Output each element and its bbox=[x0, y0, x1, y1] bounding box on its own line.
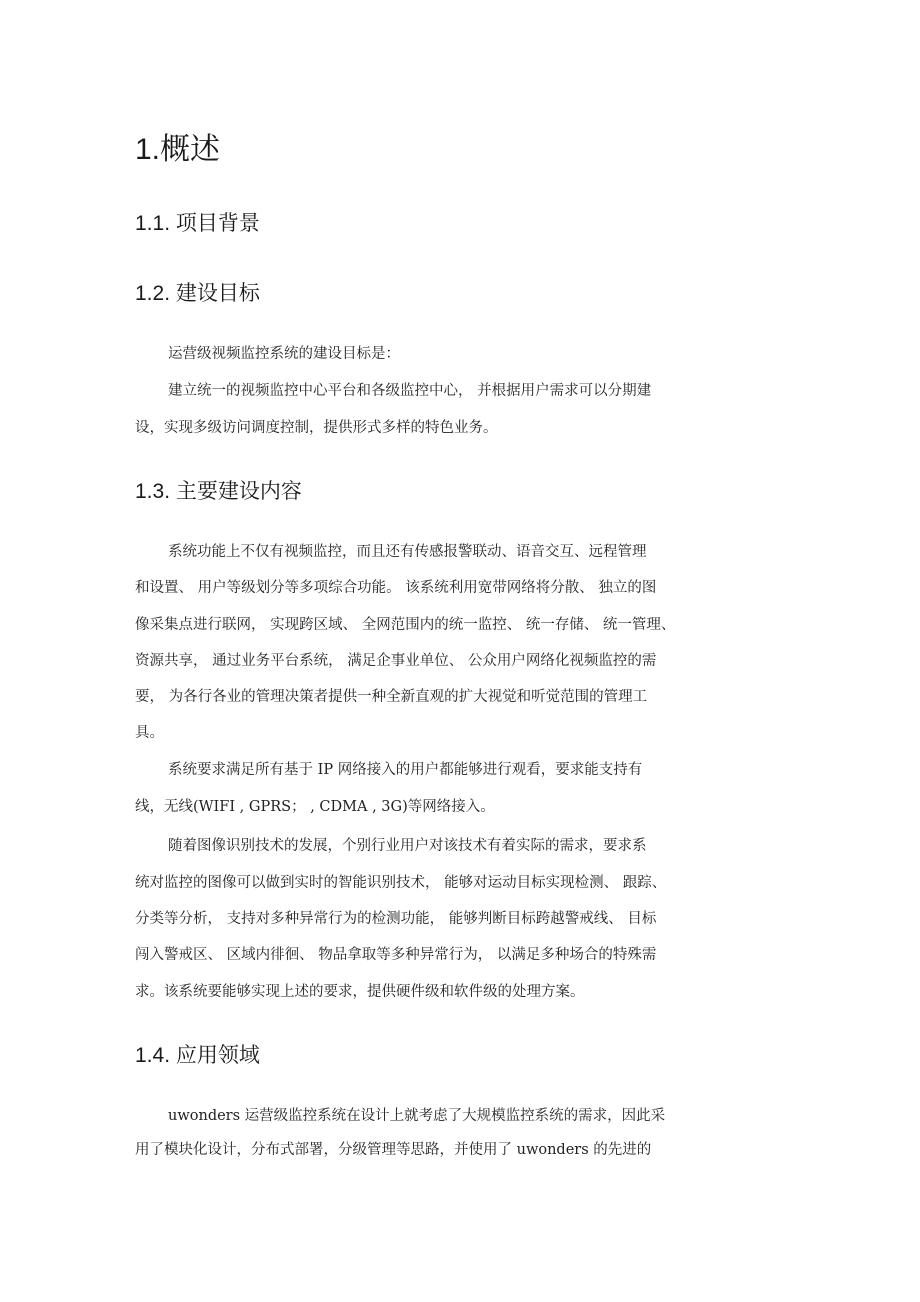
paragraph-line: 分类等分析， 支持对多种异常行为的检测功能， 能够判断目标跨越警戒线、 目标 bbox=[135, 911, 657, 927]
paragraph-line: 系统要求满足所有基于 IP 网络接入的用户都能够进行观看，要求能支持有 bbox=[168, 762, 643, 778]
section-heading-1-4: 1.4. 应用领域 bbox=[135, 1044, 260, 1067]
paragraph-line: 求。该系统要能够实现上述的要求，提供硬件级和软件级的处理方案。 bbox=[135, 984, 585, 1000]
paragraph-line: 建立统一的视频监控中心平台和各级监控中心， 并根据用户需求可以分期建 bbox=[168, 383, 652, 399]
paragraph-line: 运营级视频监控系统的建设目标是： bbox=[168, 346, 400, 362]
chapter-title: 1.概述 bbox=[135, 133, 221, 166]
section-heading-1-1: 1.1. 项目背景 bbox=[135, 212, 260, 235]
paragraph-line: 系统功能上不仅有视频监控，而且还有传感报警联动、语音交互、远程管理 bbox=[168, 544, 647, 560]
paragraph-line: 用了模块化设计，分布式部署，分级管理等思路，并使用了 uwonders 的先进的 bbox=[135, 1142, 652, 1158]
paragraph-line: 资源共享， 通过业务平台系统， 满足企事业单位、 公众用户网络化视频监控的需 bbox=[135, 653, 657, 669]
paragraph-line: 像采集点进行联网， 实现跨区域、 全网范围内的统一监控、 统一存储、 统一管理、 bbox=[135, 617, 676, 633]
paragraph-line: 闯入警戒区、 区域内徘徊、 物品拿取等多种异常行为， 以满足多种场合的特殊需 bbox=[135, 947, 657, 963]
paragraph-line: uwonders 运营级监控系统在设计上就考虑了大规模监控系统的需求，因此采 bbox=[168, 1108, 666, 1124]
paragraph-line: 具。 bbox=[135, 725, 164, 741]
section-heading-1-3: 1.3. 主要建设内容 bbox=[135, 480, 302, 503]
section-heading-1-2: 1.2. 建设目标 bbox=[135, 282, 260, 305]
paragraph-line: 和设置、 用户等级划分等多项综合功能。 该系统利用宽带网络将分散、 独立的图 bbox=[135, 580, 657, 596]
paragraph-line: 统对监控的图像可以做到实时的智能识别技术， 能够对运动目标实现检测、 跟踪、 bbox=[135, 875, 667, 891]
paragraph-line: 要， 为各行各业的管理决策者提供一种全新直观的扩大视觉和听觉范围的管理工 bbox=[135, 689, 648, 705]
paragraph-line: 线，无线(WIFI , GPRS； , CDMA , 3G)等网络接入。 bbox=[135, 799, 495, 815]
paragraph-line: 设，实现多级访问调度控制，提供形式多样的特色业务。 bbox=[135, 420, 498, 436]
paragraph-line: 随着图像识别技术的发展，个别行业用户对该技术有着实际的需求，要求系 bbox=[168, 838, 647, 854]
